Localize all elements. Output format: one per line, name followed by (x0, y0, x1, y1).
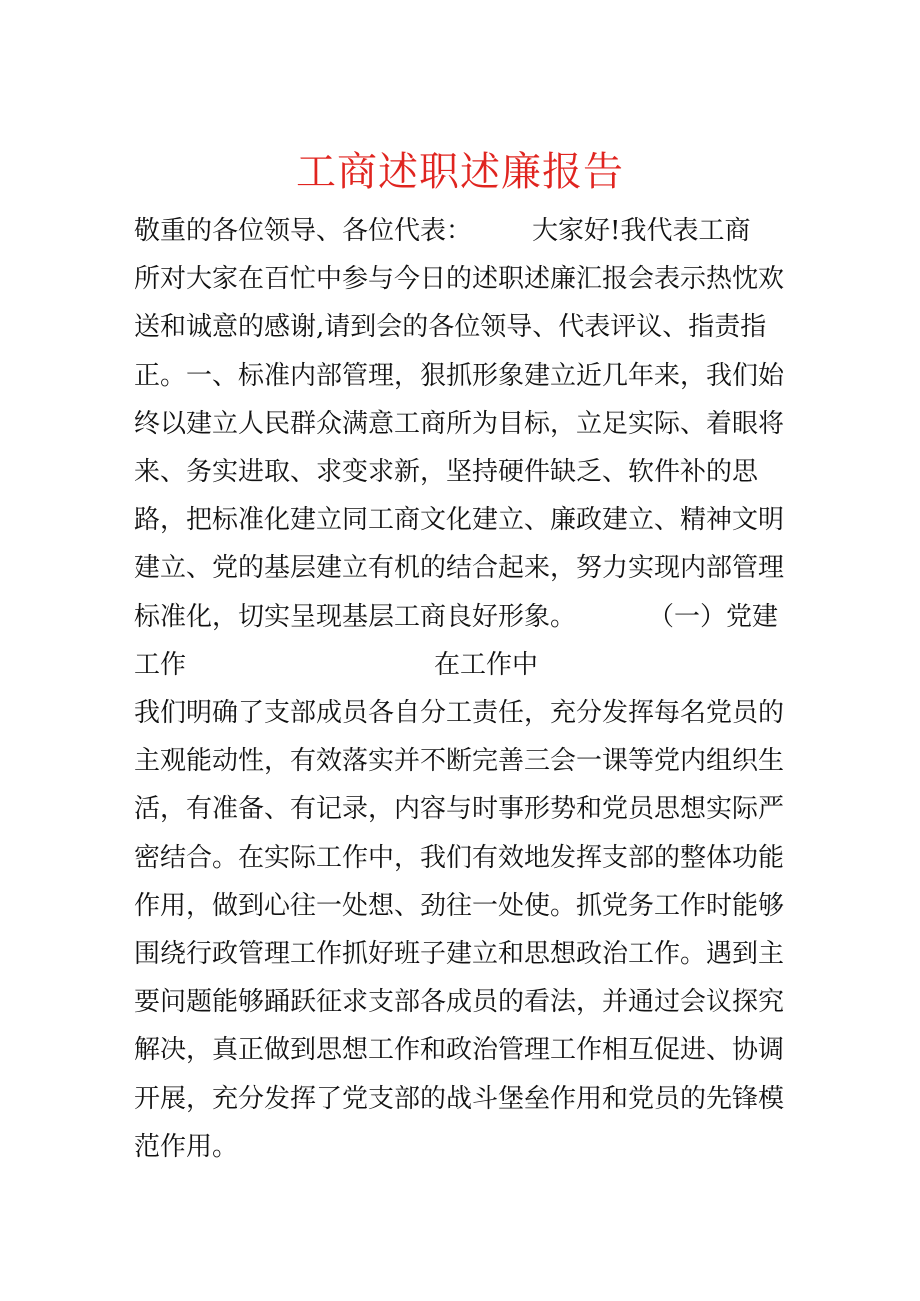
line-segment: 敬重的各位领导、各位代表： (134, 216, 473, 246)
text-line: 活，有准备、有记录，内容与时事形势和党员思想实际严 (134, 794, 785, 824)
text-line: 密结合。在实际工作中，我们有效地发挥支部的整体功能 (134, 843, 785, 873)
document-title: 工商述职述廉报告 (296, 149, 624, 195)
text-line: 所对大家在百忙中参与今日的述职述廉汇报会表示热忱欢 (134, 264, 785, 294)
line-segment: （一）党建 (648, 602, 779, 632)
text-line: 正。一、标准内部管理，狠抓形象建立近几年来，我们始 (134, 361, 785, 391)
text-line: 主观能动性，有效落实并不断完善三会一课等党内组织生 (134, 746, 785, 776)
text-line: 终以建立人民群众满意工商所为目标，立足实际、着眼将 (134, 409, 785, 439)
line-segment: 大家好!我代表工商 (532, 216, 751, 246)
text-line: 建立、党的基层建立有机的结合起来，努力实现内部管理 (134, 553, 785, 583)
line-segment: 在工作中 (434, 650, 539, 680)
text-line: 来、务实进取、求变求新，坚持硬件缺乏、软件补的思 (134, 457, 759, 487)
text-line: 开展，充分发挥了党支部的战斗堡垒作用和党员的先锋模 (134, 1084, 785, 1114)
text-line: 解决，真正做到思想工作和政治管理工作相互促进、协调 (134, 1035, 785, 1065)
text-line: 范作用。 (134, 1132, 239, 1162)
text-line: 路，把标准化建立同工商文化建立、廉政建立、精神文明 (134, 505, 785, 535)
text-line: 作用，做到心往一处想、劲往一处使。抓党务工作时能够 (134, 891, 785, 921)
text-line: 我们明确了支部成员各自分工责任，充分发挥每名党员的 (134, 698, 785, 728)
line-segment: 工作 (134, 650, 187, 680)
text-line: 送和诚意的感谢,请到会的各位领导、代表评议、指责指 (134, 312, 767, 342)
line-segment: 标准化，切实呈现基层工商良好形象。 (134, 602, 577, 632)
text-line: 要问题能够踊跃征求支部各成员的看法，并通过会议探究 (134, 987, 785, 1017)
text-line: 围绕行政管理工作抓好班子建立和思想政治工作。遇到主 (134, 939, 785, 969)
